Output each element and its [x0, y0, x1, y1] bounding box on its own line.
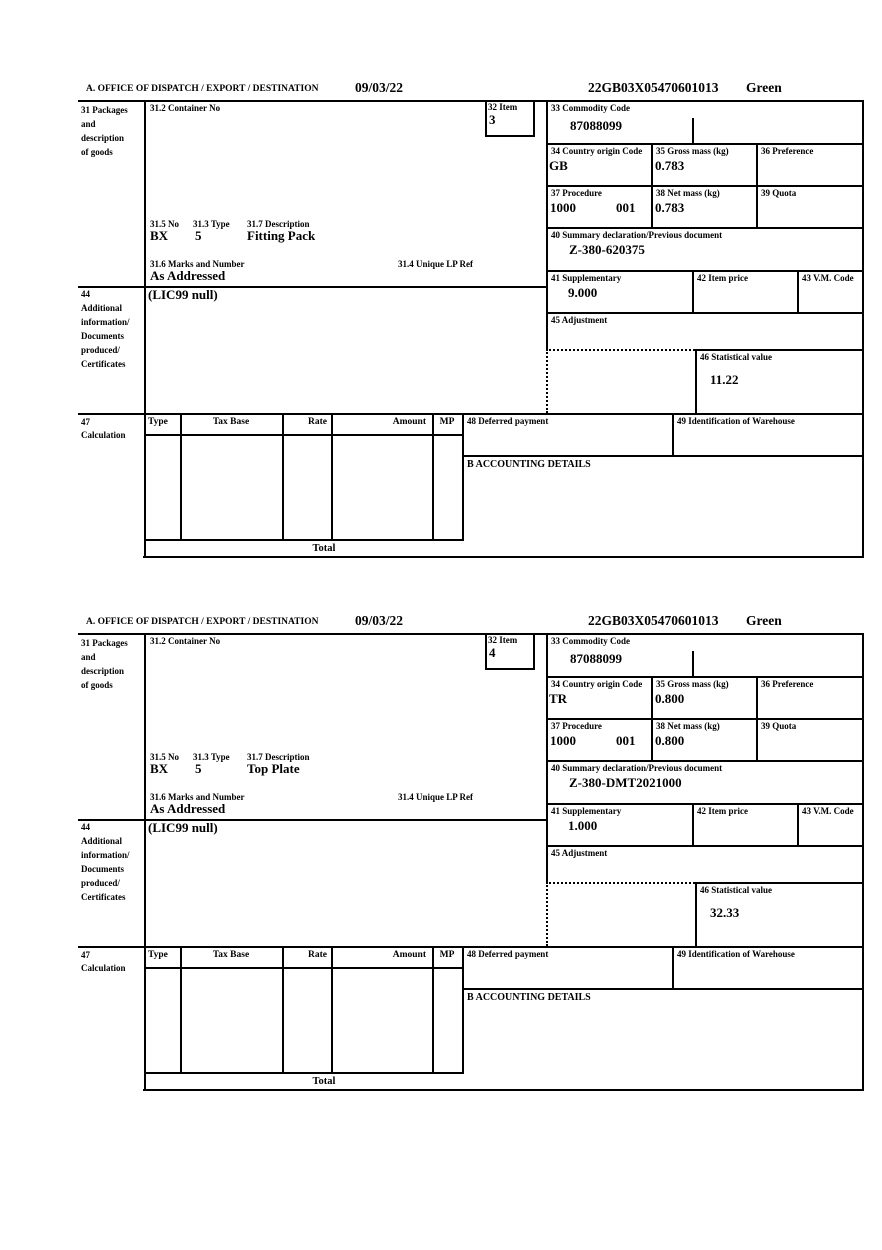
grid-line — [78, 633, 864, 635]
box-47-label: Calculation — [81, 430, 126, 440]
grid-line — [862, 100, 864, 558]
box-31-7-label: 31.7 Description — [247, 219, 310, 229]
box-31-7-label: 31.7 Description — [247, 752, 310, 762]
box-40-label: 40 Summary declaration/Previous document — [551, 763, 723, 773]
box-34-label: 34 Country origin Code — [551, 146, 643, 156]
box-31-label: and — [81, 652, 96, 662]
box-48-label: 48 Deferred payment — [467, 416, 549, 426]
procedure-value: 1000 — [550, 733, 576, 748]
box-31-5-label: 31.5 No — [150, 219, 179, 229]
package-type-value: 5 — [195, 761, 202, 776]
grid-line — [144, 967, 464, 969]
grid-line — [282, 946, 284, 1072]
marks-and-number-value: As Addressed — [150, 801, 226, 816]
grid-line — [432, 413, 434, 539]
col-header-rate: Rate — [308, 950, 327, 960]
grid-line — [672, 413, 674, 455]
grid-line — [144, 434, 464, 436]
grid-line — [180, 946, 182, 1072]
box-32-label: 32 Item — [488, 635, 518, 645]
declaration-reference: 22GB03X05470601013 — [588, 613, 719, 628]
total-label: Total — [312, 543, 336, 554]
grid-line — [546, 270, 864, 272]
package-no-value: BX — [150, 761, 169, 776]
box-31-label: and — [81, 119, 96, 129]
box-45-label: 45 Adjustment — [551, 848, 608, 858]
procedure-extra-value: 001 — [616, 733, 636, 748]
col-header-amount: Amount — [392, 417, 426, 427]
col-header-amount: Amount — [392, 950, 426, 960]
grid-line — [546, 143, 864, 145]
grid-line-dotted — [546, 882, 695, 884]
grid-line — [432, 946, 434, 1072]
grid-line — [180, 413, 182, 539]
box-44-label: Documents — [81, 331, 124, 341]
box-44-label: Documents — [81, 864, 124, 874]
grid-line — [78, 413, 864, 415]
grid-line — [331, 413, 333, 539]
box-36-label: 36 Preference — [761, 679, 814, 689]
routing-status: Green — [746, 80, 782, 95]
box-37-label: 37 Procedure — [551, 188, 602, 198]
grid-line — [672, 946, 674, 988]
grid-line — [485, 135, 535, 137]
grid-line — [462, 946, 464, 1072]
declaration-reference: 22GB03X05470601013 — [588, 80, 719, 95]
box-31-6-label: 31.6 Marks and Number — [150, 259, 245, 269]
box-31-3-label: 31.3 Type — [193, 219, 230, 229]
box-31-label: 31 Packages — [81, 638, 128, 648]
grid-line — [144, 100, 146, 558]
box-31-label: description — [81, 133, 125, 143]
box-31-label: 31 Packages — [81, 105, 128, 115]
grid-line — [546, 676, 864, 678]
grid-line — [282, 413, 284, 539]
box-46-label: 46 Statistical value — [700, 352, 772, 362]
box-42-label: 42 Item price — [697, 273, 748, 283]
grid-line — [546, 312, 864, 314]
package-no-value: BX — [150, 228, 169, 243]
box-39-label: 39 Quota — [761, 721, 797, 731]
additional-information-value: (LIC99 null) — [148, 820, 218, 835]
form-header — [78, 613, 864, 633]
box-33-label: 33 Commodity Code — [551, 636, 630, 646]
box-35-label: 35 Gross mass (kg) — [656, 146, 729, 156]
grid-line — [546, 803, 864, 805]
grid-line — [695, 882, 697, 946]
grid-line — [462, 413, 464, 539]
box-32-label: 32 Item — [488, 102, 518, 112]
grid-line — [756, 676, 758, 760]
total-label: Total — [312, 1076, 336, 1087]
grid-line — [485, 668, 535, 670]
grid-line — [78, 946, 864, 948]
box-31-5-label: 31.5 No — [150, 752, 179, 762]
grid-line — [546, 185, 864, 187]
box-37-label: 37 Procedure — [551, 721, 602, 731]
grid-line — [695, 882, 864, 884]
box-36-label: 36 Preference — [761, 146, 814, 156]
box-34-label: 34 Country origin Code — [551, 679, 643, 689]
net-mass-value: 0.783 — [655, 200, 685, 215]
grid-line — [143, 1089, 864, 1091]
box-38-label: 38 Net mass (kg) — [656, 188, 720, 198]
procedure-value: 1000 — [550, 200, 576, 215]
box-31-label: of goods — [81, 680, 113, 690]
accounting-details-label: B ACCOUNTING DETAILS — [467, 992, 591, 1003]
col-header-tax-base: Tax Base — [212, 417, 250, 427]
col-header-type: Type — [148, 950, 168, 960]
grid-line — [692, 118, 694, 143]
box-31-3-label: 31.3 Type — [193, 752, 230, 762]
box-31-4-label: 31.4 Unique LP Ref — [398, 792, 474, 802]
date-value: 09/03/22 — [355, 613, 404, 628]
form-header — [78, 80, 864, 100]
routing-status: Green — [746, 613, 782, 628]
office-of-dispatch-label: A. OFFICE OF DISPATCH / EXPORT / DESTINATION — [86, 617, 319, 627]
box-44-label: Additional — [81, 303, 123, 313]
item-number-value: 3 — [489, 112, 496, 127]
grid-line — [533, 100, 535, 137]
box-49-label: 49 Identification of Warehouse — [677, 416, 795, 426]
box-44-label: produced/ — [81, 878, 120, 888]
box-44-label: Certificates — [81, 892, 126, 902]
commodity-code-value: 87088099 — [570, 118, 622, 133]
package-type-value: 5 — [195, 228, 202, 243]
box-33-label: 33 Commodity Code — [551, 103, 630, 113]
box-31-label: description — [81, 666, 125, 676]
col-header-rate: Rate — [308, 417, 327, 427]
box-42-label: 42 Item price — [697, 806, 748, 816]
box-31-6-label: 31.6 Marks and Number — [150, 792, 245, 802]
box-47-label: 47 — [81, 950, 90, 960]
col-header-type: Type — [148, 417, 168, 427]
grid-line — [756, 143, 758, 227]
box-47-label: 47 — [81, 417, 90, 427]
grid-line-dotted — [546, 882, 548, 946]
grid-line — [692, 270, 694, 312]
statistical-value: 11.22 — [710, 372, 739, 387]
grid-line — [331, 946, 333, 1072]
form-grid — [78, 633, 864, 1091]
grid-line — [143, 556, 864, 558]
grid-line — [533, 633, 535, 670]
accounting-details-label: B ACCOUNTING DETAILS — [467, 459, 591, 470]
box-31-4-label: 31.4 Unique LP Ref — [398, 259, 474, 269]
grid-line — [862, 633, 864, 1091]
box-44-label: Certificates — [81, 359, 126, 369]
supplementary-value: 9.000 — [568, 285, 598, 300]
box-49-label: 49 Identification of Warehouse — [677, 949, 795, 959]
col-header-tax-base: Tax Base — [212, 950, 250, 960]
box-43-label: 43 V.M. Code — [802, 273, 854, 283]
form-grid — [78, 100, 864, 558]
box-31-label: of goods — [81, 147, 113, 157]
previous-document-value: Z-380-620375 — [569, 242, 645, 257]
col-header-mp: MP — [439, 950, 455, 960]
grid-line — [144, 633, 146, 1091]
grid-line-dotted — [546, 349, 548, 413]
date-value: 09/03/22 — [355, 80, 404, 95]
grid-line — [485, 633, 487, 668]
additional-information-value: (LIC99 null) — [148, 287, 218, 302]
box-44-label: 44 — [81, 822, 90, 832]
sad-continuation-form-item-3 — [78, 80, 864, 558]
grid-line — [144, 1072, 464, 1074]
procedure-extra-value: 001 — [616, 200, 636, 215]
grid-line — [462, 988, 864, 990]
supplementary-value: 1.000 — [568, 818, 598, 833]
grid-line — [695, 349, 697, 413]
box-41-label: 41 Supplementary — [551, 273, 622, 283]
marks-and-number-value: As Addressed — [150, 268, 226, 283]
grid-line — [692, 651, 694, 676]
grid-line — [78, 100, 864, 102]
goods-description-value: Fitting Pack — [247, 228, 316, 243]
box-44-label: produced/ — [81, 345, 120, 355]
box-43-label: 43 V.M. Code — [802, 806, 854, 816]
box-40-label: 40 Summary declaration/Previous document — [551, 230, 723, 240]
grid-line-dotted — [546, 349, 695, 351]
office-of-dispatch-label: A. OFFICE OF DISPATCH / EXPORT / DESTINATION — [86, 84, 319, 94]
grid-line — [144, 539, 464, 541]
grid-line — [651, 676, 653, 760]
box-41-label: 41 Supplementary — [551, 806, 622, 816]
goods-description-value: Top Plate — [247, 761, 300, 776]
net-mass-value: 0.800 — [655, 733, 685, 748]
col-header-mp: MP — [439, 417, 455, 427]
previous-document-value: Z-380-DMT2021000 — [569, 775, 682, 790]
grid-line — [692, 803, 694, 845]
box-44-label: Additional — [81, 836, 123, 846]
grid-line — [546, 760, 864, 762]
box-35-label: 35 Gross mass (kg) — [656, 679, 729, 689]
item-number-value: 4 — [489, 645, 496, 660]
gross-mass-value: 0.783 — [655, 158, 685, 173]
box-31-2-label: 31.2 Container No — [150, 103, 221, 113]
grid-line — [797, 270, 799, 312]
box-44-label: 44 — [81, 289, 90, 299]
country-origin-value: GB — [549, 158, 568, 173]
box-38-label: 38 Net mass (kg) — [656, 721, 720, 731]
box-31-2-label: 31.2 Container No — [150, 636, 221, 646]
gross-mass-value: 0.800 — [655, 691, 685, 706]
box-45-label: 45 Adjustment — [551, 315, 608, 325]
statistical-value: 32.33 — [710, 905, 740, 920]
box-48-label: 48 Deferred payment — [467, 949, 549, 959]
box-44-label: information/ — [81, 850, 130, 860]
commodity-code-value: 87088099 — [570, 651, 622, 666]
grid-line — [546, 227, 864, 229]
grid-line — [485, 100, 487, 135]
box-39-label: 39 Quota — [761, 188, 797, 198]
box-44-label: information/ — [81, 317, 130, 327]
grid-line — [546, 718, 864, 720]
grid-line — [797, 803, 799, 845]
grid-line — [651, 143, 653, 227]
grid-line — [546, 845, 864, 847]
sad-continuation-form-item-4 — [78, 613, 864, 1091]
country-origin-value: TR — [549, 691, 568, 706]
grid-line — [695, 349, 864, 351]
box-47-label: Calculation — [81, 963, 126, 973]
box-46-label: 46 Statistical value — [700, 885, 772, 895]
grid-line — [462, 455, 864, 457]
